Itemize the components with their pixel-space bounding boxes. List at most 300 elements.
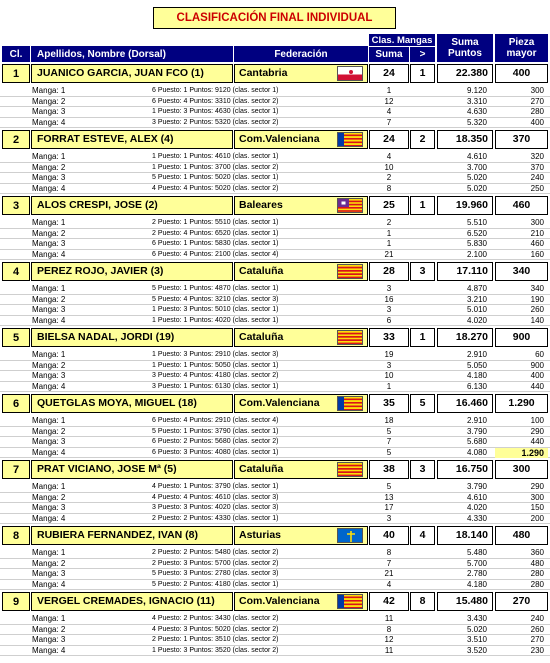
manga-points: 6.130	[466, 381, 487, 391]
manga-detail: 5 Puesto: 1 Puntos: 4870 (clas. sector 1)	[152, 285, 279, 292]
competitor-name: FORRAT ESTEVE, ALEX (4)	[31, 130, 233, 149]
manga-points: 4.870	[466, 284, 487, 293]
manga-pieza: 210	[530, 228, 544, 238]
competitor-row	[0, 260, 550, 283]
manga-pieza: 100	[530, 416, 544, 425]
manga-clas: 21	[384, 249, 394, 259]
manga-detail: 1 Puesto: 1 Puntos: 4610 (clas. sector 1)	[152, 153, 279, 160]
manga-points: 4.610	[466, 492, 487, 502]
competitor-position: 5	[2, 328, 30, 347]
manga-clas: 17	[384, 503, 394, 512]
competitor-position: 2	[2, 130, 30, 149]
competitor-federation: Com.Valenciana	[234, 394, 368, 413]
manga-clas: 4	[386, 579, 392, 589]
manga-pieza: 230	[530, 645, 544, 655]
competitor-suma: 38	[369, 460, 409, 479]
manga-detail: 5 Puesto: 2 Puntos: 4180 (clas. sector 1)	[152, 580, 279, 588]
competitor-block	[0, 524, 550, 590]
header-cl: Cl.	[2, 46, 30, 62]
manga-detail: 2 Puesto: 1 Puntos: 3510 (clas. sector 2)	[152, 636, 279, 643]
manga-label: Manga: 1	[32, 86, 66, 95]
manga-clas: 5	[386, 426, 392, 436]
manga-pieza: 60	[535, 350, 544, 359]
manga-detail: 1 Puesto: 1 Puntos: 4020 (clas. sector 1)	[152, 316, 279, 324]
manga-points: 3.310	[466, 96, 487, 106]
competitor-pieza-mayor: 460	[495, 196, 548, 215]
manga-pieza: 320	[530, 152, 544, 161]
manga-detail: 6 Puesto: 1 Puntos: 9120 (clas. sector 1)	[152, 87, 279, 94]
competitor-position: 9	[2, 592, 30, 611]
competitor-row	[0, 326, 550, 349]
manga-row	[0, 118, 550, 129]
manga-label: Manga: 2	[32, 426, 66, 436]
competitor-position: 6	[2, 394, 30, 413]
manga-label: Manga: 2	[32, 360, 66, 370]
manga-points: 4.020	[466, 315, 487, 325]
competitor-federation: Com.Valenciana	[234, 592, 368, 611]
manga-label: Manga: 4	[32, 381, 66, 391]
competitor-row	[0, 62, 550, 85]
valencia-flag-icon	[337, 132, 363, 147]
manga-clas: 11	[384, 614, 394, 623]
manga-clas: 12	[384, 635, 394, 644]
manga-label: Manga: 2	[32, 96, 66, 106]
manga-clas: 5	[386, 447, 392, 457]
manga-detail: 1 Puesto: 3 Puntos: 2910 (clas. sector 3)	[152, 351, 279, 358]
manga-clas: 1	[386, 381, 392, 391]
competitor-gt: 5	[410, 394, 435, 413]
competitor-block	[0, 194, 550, 260]
manga-points: 5.510	[466, 218, 487, 227]
manga-pieza: 300	[530, 218, 544, 227]
manga-points: 5.050	[466, 360, 487, 370]
manga-row	[0, 503, 550, 514]
manga-label: Manga: 2	[32, 294, 66, 304]
header-suma: Suma	[369, 47, 409, 62]
competitor-name: PRAT VICIANO, JOSE Mª (5)	[31, 460, 233, 479]
manga-clas: 18	[384, 416, 394, 425]
manga-row	[0, 239, 550, 250]
page-title: CLASIFICACIÓN FINAL INDIVIDUAL	[153, 7, 396, 29]
manga-label: Manga: 3	[32, 173, 66, 182]
manga-label: Manga: 1	[32, 482, 66, 491]
manga-pieza: 190	[530, 294, 544, 304]
manga-pieza: 280	[530, 107, 544, 116]
manga-pieza: 280	[530, 569, 544, 578]
competitor-pieza-mayor: 480	[495, 526, 548, 545]
manga-clas: 4	[386, 152, 392, 161]
manga-points: 4.080	[466, 447, 487, 457]
competitor-suma: 42	[369, 592, 409, 611]
manga-pieza: 300	[530, 492, 544, 502]
competitor-name: VERGEL CREMADES, IGNACIO (11)	[31, 592, 233, 611]
manga-row	[0, 250, 550, 261]
competitor-suma: 24	[369, 64, 409, 83]
competitor-suma: 40	[369, 526, 409, 545]
manga-row	[0, 635, 550, 646]
manga-points: 5.480	[466, 548, 487, 557]
competitor-pieza-mayor: 300	[495, 460, 548, 479]
manga-label: Manga: 2	[32, 558, 66, 568]
manga-detail: 3 Puesto: 4 Puntos: 4180 (clas. sector 2)	[152, 372, 279, 379]
manga-detail: 6 Puesto: 2 Puntos: 5680 (clas. sector 2)	[152, 438, 279, 445]
competitor-suma-puntos: 19.960	[437, 196, 493, 215]
manga-row	[0, 569, 550, 580]
manga-pieza: 440	[530, 381, 544, 391]
manga-row	[0, 646, 550, 657]
manga-detail: 4 Puesto: 4 Puntos: 4610 (clas. sector 3)	[152, 493, 279, 501]
manga-clas: 7	[386, 558, 392, 568]
manga-points: 5.680	[466, 437, 487, 446]
manga-points: 5.010	[466, 305, 487, 314]
manga-pieza: 250	[530, 183, 544, 193]
manga-clas: 16	[384, 294, 394, 304]
competitor-block	[0, 260, 550, 326]
competitor-row	[0, 590, 550, 613]
competitor-suma-puntos: 16.750	[437, 460, 493, 479]
manga-clas: 8	[386, 624, 392, 634]
competitor-federation: Cataluña	[234, 262, 368, 281]
manga-detail: 1 Puesto: 1 Puntos: 5050 (clas. sector 1)	[152, 361, 279, 369]
manga-row	[0, 382, 550, 393]
competitor-position: 4	[2, 262, 30, 281]
manga-label: Manga: 3	[32, 437, 66, 446]
cantabria-flag-icon	[337, 66, 363, 81]
manga-row	[0, 229, 550, 240]
competitor-gt: 8	[410, 592, 435, 611]
competitor-row	[0, 392, 550, 415]
manga-points: 4.330	[466, 513, 487, 523]
manga-detail: 6 Puesto: 4 Puntos: 3310 (clas. sector 2)	[152, 97, 279, 105]
manga-points: 2.100	[466, 249, 487, 259]
manga-row	[0, 493, 550, 504]
competitor-federation: Asturias	[234, 526, 368, 545]
manga-points: 3.510	[466, 635, 487, 644]
manga-points: 3.700	[466, 162, 487, 172]
valencia-flag-icon	[337, 594, 363, 609]
manga-points: 3.520	[466, 645, 487, 655]
manga-clas: 19	[384, 350, 394, 359]
manga-pieza: 280	[530, 579, 544, 589]
manga-label: Manga: 3	[32, 305, 66, 314]
manga-pieza: 1.290	[495, 448, 548, 458]
manga-detail: 5 Puesto: 3 Puntos: 2780 (clas. sector 3)	[152, 570, 279, 577]
manga-clas: 8	[386, 548, 392, 557]
manga-clas: 1	[386, 228, 392, 238]
competitor-name: JUANICO GARCIA, JUAN FCO (1)	[31, 64, 233, 83]
manga-clas: 7	[386, 437, 392, 446]
manga-row	[0, 295, 550, 306]
manga-row	[0, 625, 550, 636]
manga-clas: 1	[386, 239, 392, 248]
manga-label: Manga: 1	[32, 416, 66, 425]
competitor-federation: Cataluña	[234, 328, 368, 347]
competitor-position: 1	[2, 64, 30, 83]
competitor-suma: 35	[369, 394, 409, 413]
manga-detail: 2 Puesto: 4 Puntos: 6520 (clas. sector 1)	[152, 229, 279, 237]
manga-pieza: 400	[530, 371, 544, 380]
manga-clas: 2	[386, 218, 392, 227]
manga-detail: 1 Puesto: 1 Puntos: 3700 (clas. sector 2)	[152, 163, 279, 171]
manga-detail: 1 Puesto: 3 Puntos: 4630 (clas. sector 1)	[152, 108, 279, 115]
header-gt: >	[410, 47, 435, 62]
manga-clas: 11	[384, 645, 394, 655]
manga-detail: 4 Puesto: 2 Puntos: 3430 (clas. sector 2)	[152, 615, 279, 622]
manga-clas: 12	[384, 96, 394, 106]
competitor-block	[0, 590, 550, 656]
manga-label: Manga: 2	[32, 162, 66, 172]
manga-row	[0, 305, 550, 316]
manga-label: Manga: 4	[32, 579, 66, 589]
manga-points: 4.610	[466, 152, 487, 161]
header-name: Apellidos, Nombre (Dorsal)	[31, 46, 233, 62]
header-suma-puntos: Suma Puntos	[437, 34, 493, 62]
manga-clas: 3	[386, 513, 392, 523]
manga-pieza: 480	[530, 558, 544, 568]
manga-label: Manga: 3	[32, 569, 66, 578]
manga-points: 4.180	[466, 579, 487, 589]
manga-points: 2.780	[466, 569, 487, 578]
manga-label: Manga: 3	[32, 371, 66, 380]
manga-detail: 4 Puesto: 4 Puntos: 5020 (clas. sector 2)	[152, 184, 279, 192]
manga-points: 2.910	[466, 416, 487, 425]
manga-clas: 2	[386, 173, 392, 182]
cataluna-flag-icon	[337, 264, 363, 279]
manga-label: Manga: 1	[32, 152, 66, 161]
manga-label: Manga: 1	[32, 548, 66, 557]
manga-detail: 6 Puesto: 4 Puntos: 2100 (clas. sector 4)	[152, 250, 279, 258]
manga-label: Manga: 1	[32, 350, 66, 359]
competitor-suma: 25	[369, 196, 409, 215]
manga-row	[0, 614, 550, 625]
manga-detail: 2 Puesto: 2 Puntos: 4330 (clas. sector 1)	[152, 514, 279, 522]
competitor-row	[0, 524, 550, 547]
manga-pieza: 270	[530, 96, 544, 106]
competitor-row	[0, 194, 550, 217]
baleares-flag-icon	[337, 198, 363, 213]
header-federation: Federación	[234, 46, 368, 62]
manga-pieza: 290	[530, 426, 544, 436]
competitor-suma-puntos: 18.350	[437, 130, 493, 149]
manga-label: Manga: 3	[32, 239, 66, 248]
manga-row	[0, 350, 550, 361]
manga-pieza: 240	[530, 614, 544, 623]
manga-detail: 1 Puesto: 3 Puntos: 5010 (clas. sector 1)	[152, 306, 279, 313]
competitor-name: ALOS CRESPI, JOSE (2)	[31, 196, 233, 215]
competitor-block	[0, 392, 550, 458]
manga-label: Manga: 4	[32, 447, 66, 457]
manga-row	[0, 86, 550, 97]
manga-row	[0, 316, 550, 327]
manga-detail: 2 Puesto: 2 Puntos: 5480 (clas. sector 2)	[152, 549, 279, 556]
manga-points: 6.520	[466, 228, 487, 238]
table-header	[0, 34, 550, 62]
manga-label: Manga: 4	[32, 183, 66, 193]
manga-points: 5.830	[466, 239, 487, 248]
competitor-pieza-mayor: 270	[495, 592, 548, 611]
competitor-block	[0, 458, 550, 524]
competitor-position: 7	[2, 460, 30, 479]
manga-points: 5.020	[466, 624, 487, 634]
competitor-federation: Cataluña	[234, 460, 368, 479]
manga-clas: 6	[386, 315, 392, 325]
manga-row	[0, 580, 550, 591]
competitor-suma: 28	[369, 262, 409, 281]
competitor-suma-puntos: 16.460	[437, 394, 493, 413]
manga-points: 2.910	[466, 350, 487, 359]
manga-detail: 5 Puesto: 1 Puntos: 3790 (clas. sector 1)	[152, 427, 279, 435]
manga-detail: 2 Puesto: 1 Puntos: 5510 (clas. sector 1)	[152, 219, 279, 226]
manga-detail: 3 Puesto: 2 Puntos: 5320 (clas. sector 2)	[152, 118, 279, 126]
competitor-gt: 1	[410, 64, 435, 83]
competitor-name: BIELSA NADAL, JORDI (19)	[31, 328, 233, 347]
manga-points: 4.180	[466, 371, 487, 380]
manga-points: 3.790	[466, 426, 487, 436]
manga-row	[0, 427, 550, 438]
manga-pieza: 340	[530, 284, 544, 293]
competitor-suma-puntos: 22.380	[437, 64, 493, 83]
manga-points: 5.700	[466, 558, 487, 568]
manga-clas: 10	[384, 371, 394, 380]
competitor-position: 8	[2, 526, 30, 545]
competitor-pieza-mayor: 900	[495, 328, 548, 347]
manga-row	[0, 482, 550, 493]
competitor-gt: 4	[410, 526, 435, 545]
manga-row	[0, 284, 550, 295]
manga-row	[0, 514, 550, 525]
manga-pieza: 260	[530, 305, 544, 314]
manga-label: Manga: 4	[32, 117, 66, 127]
competitor-name: RUBIERA FERNANDEZ, IVAN (8)	[31, 526, 233, 545]
competitor-federation: Cantabria	[234, 64, 368, 83]
competitor-suma: 33	[369, 328, 409, 347]
manga-detail: 6 Puesto: 3 Puntos: 4080 (clas. sector 1)	[152, 448, 279, 456]
manga-row	[0, 163, 550, 174]
competitor-name: QUETGLAS MOYA, MIGUEL (18)	[31, 394, 233, 413]
manga-label: Manga: 2	[32, 228, 66, 238]
cataluna-flag-icon	[337, 462, 363, 477]
competitor-federation: Com.Valenciana	[234, 130, 368, 149]
manga-clas: 3	[386, 360, 392, 370]
manga-row	[0, 218, 550, 229]
header-pieza-mayor: Pieza mayor	[495, 34, 548, 62]
manga-detail: 5 Puesto: 4 Puntos: 3210 (clas. sector 3)	[152, 295, 279, 303]
manga-pieza: 200	[530, 513, 544, 523]
manga-pieza: 460	[530, 239, 544, 248]
manga-label: Manga: 4	[32, 645, 66, 655]
competitor-row	[0, 458, 550, 481]
manga-points: 5.020	[466, 173, 487, 182]
manga-row	[0, 371, 550, 382]
manga-row	[0, 152, 550, 163]
manga-label: Manga: 4	[32, 249, 66, 259]
manga-row	[0, 173, 550, 184]
manga-label: Manga: 1	[32, 284, 66, 293]
competitor-suma: 24	[369, 130, 409, 149]
manga-label: Manga: 4	[32, 513, 66, 523]
competitor-name: PEREZ ROJO, JAVIER (3)	[31, 262, 233, 281]
manga-label: Manga: 2	[32, 624, 66, 634]
manga-row	[0, 559, 550, 570]
manga-clas: 5	[386, 482, 392, 491]
competitor-suma-puntos: 15.480	[437, 592, 493, 611]
competitor-suma-puntos: 18.140	[437, 526, 493, 545]
manga-detail: 3 Puesto: 3 Puntos: 4020 (clas. sector 3)	[152, 504, 279, 511]
competitor-row	[0, 128, 550, 151]
manga-clas: 4	[386, 107, 392, 116]
manga-detail: 6 Puesto: 1 Puntos: 5830 (clas. sector 1)	[152, 240, 279, 247]
competitor-suma-puntos: 18.270	[437, 328, 493, 347]
manga-label: Manga: 1	[32, 614, 66, 623]
manga-clas: 13	[384, 492, 394, 502]
competitor-pieza-mayor: 400	[495, 64, 548, 83]
manga-row	[0, 437, 550, 448]
manga-pieza: 260	[530, 624, 544, 634]
manga-clas: 10	[384, 162, 394, 172]
manga-detail: 4 Puesto: 1 Puntos: 3790 (clas. sector 1)	[152, 483, 279, 490]
manga-clas: 21	[384, 569, 394, 578]
manga-clas: 1	[386, 86, 392, 95]
competitor-suma-puntos: 17.110	[437, 262, 493, 281]
manga-points: 3.210	[466, 294, 487, 304]
manga-pieza: 440	[530, 437, 544, 446]
competitor-pieza-mayor: 1.290	[495, 394, 548, 413]
manga-row	[0, 448, 550, 459]
competitor-block	[0, 62, 550, 128]
manga-row	[0, 416, 550, 427]
competitor-pieza-mayor: 340	[495, 262, 548, 281]
competitor-gt: 1	[410, 328, 435, 347]
manga-pieza: 360	[530, 548, 544, 557]
manga-row	[0, 107, 550, 118]
manga-detail: 2 Puesto: 3 Puntos: 5700 (clas. sector 2)	[152, 559, 279, 567]
valencia-flag-icon	[337, 396, 363, 411]
manga-pieza: 900	[530, 360, 544, 370]
manga-label: Manga: 1	[32, 218, 66, 227]
manga-detail: 6 Puesto: 4 Puntos: 2910 (clas. sector 4)	[152, 417, 279, 424]
manga-row	[0, 361, 550, 372]
competitor-block	[0, 326, 550, 392]
competitor-gt: 3	[410, 460, 435, 479]
manga-detail: 4 Puesto: 3 Puntos: 5020 (clas. sector 2)	[152, 625, 279, 633]
competitor-position: 3	[2, 196, 30, 215]
competitor-gt: 3	[410, 262, 435, 281]
manga-clas: 3	[386, 284, 392, 293]
manga-pieza: 400	[530, 117, 544, 127]
manga-clas: 8	[386, 183, 392, 193]
manga-detail: 1 Puesto: 3 Puntos: 3520 (clas. sector 2)	[152, 646, 279, 654]
header-clas-mangas: Clas. Mangas	[369, 34, 435, 46]
competitor-federation: Baleares	[234, 196, 368, 215]
manga-label: Manga: 3	[32, 635, 66, 644]
manga-row	[0, 97, 550, 108]
manga-points: 5.020	[466, 183, 487, 193]
asturias-flag-icon	[337, 528, 363, 543]
manga-clas: 3	[386, 305, 392, 314]
title-area	[0, 0, 550, 34]
manga-points: 5.320	[466, 117, 487, 127]
manga-label: Manga: 4	[32, 315, 66, 325]
manga-pieza: 140	[530, 315, 544, 325]
manga-points: 3.790	[466, 482, 487, 491]
competitor-pieza-mayor: 370	[495, 130, 548, 149]
manga-pieza: 240	[530, 173, 544, 182]
manga-points: 9.120	[466, 86, 487, 95]
manga-points: 4.630	[466, 107, 487, 116]
manga-clas: 7	[386, 117, 392, 127]
cataluna-flag-icon	[337, 330, 363, 345]
manga-row	[0, 184, 550, 195]
